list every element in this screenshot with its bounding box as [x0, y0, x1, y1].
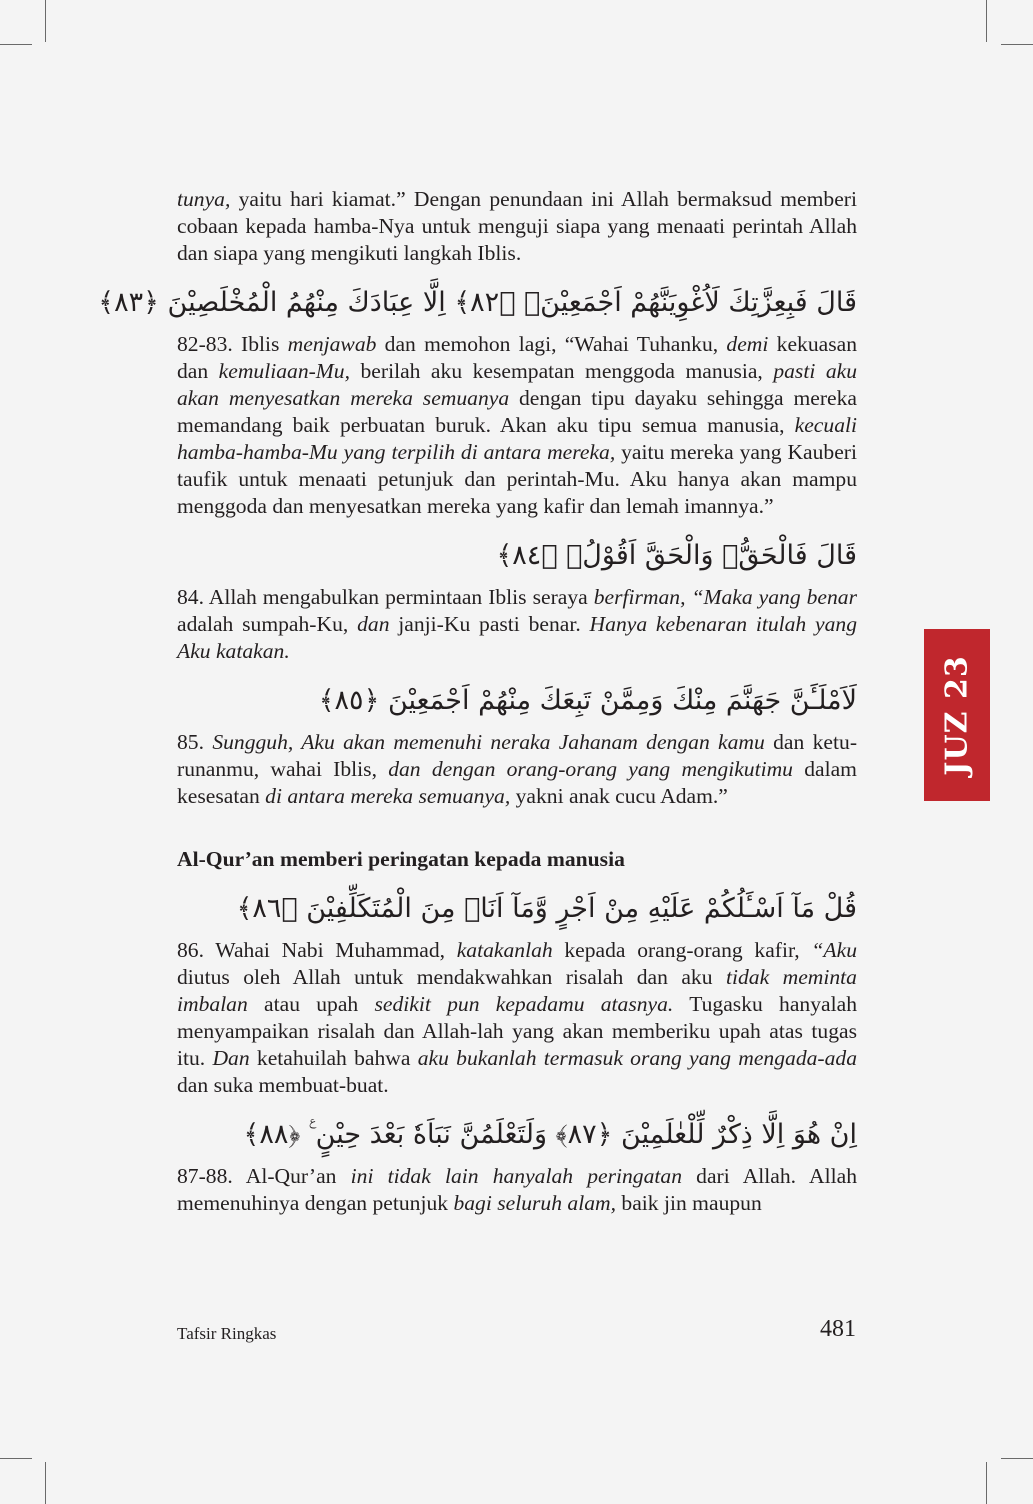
paragraph-tafsir-86	[177, 937, 857, 1099]
crop-mark-top-right-vertical	[986, 0, 987, 42]
text-run: dan memohon lagi, “Wahai Tuhanku,	[376, 332, 727, 356]
text-run: 87-88. Al-Qur’an	[177, 1164, 351, 1188]
page-body	[98, 186, 858, 1217]
text-run: 84. Allah mengabulkan permintaan Iblis seraya	[177, 585, 594, 609]
italic-text: di antara mereka semuanya,	[265, 784, 511, 808]
italic-text: Dan	[212, 1046, 250, 1070]
italic-text: bagi seluruh alam,	[453, 1191, 617, 1215]
text-run: Tugasku hanyalah menyampaikan risalah dan Allah-lah yang akan memberiku upah atas tugas itu.	[177, 992, 857, 1070]
italic-text: tunya,	[177, 187, 231, 211]
text-run: yaitu hari kiamat.” Dengan penundaan ini Allah bermaksud memberi cobaan kepada hamba-Nya untuk menguji siapa yang menaati perintah Allah dan siapa yang mengikuti langkah Iblis.	[177, 187, 857, 265]
text-run: dan suka membuat-buat.	[177, 1073, 389, 1097]
italic-text: Sungguh, Aku akan memenuhi neraka Jahanam dengan kamu	[212, 730, 765, 754]
arabic-verse-87-88: اِنْ هُوَ اِلَّا ذِكْرٌ لِّلْعٰلَمِيْنَ ﴿٨٧﴾ وَلَتَعْلَمُنَّ نَبَاَهٗ بَعْدَ حِيْنٍ ࣖ ﴿٨٨﴾	[243, 1119, 857, 1150]
text-run: ketahuilah bahwa	[249, 1046, 418, 1070]
italic-text: Hanya kebenaran itulah yang Aku katakan.	[177, 612, 857, 663]
text-run: dari Allah. Allah memenuhinya dengan petunjuk	[177, 1164, 858, 1215]
text-run: 86. Wahai Nabi Muhammad,	[177, 938, 457, 962]
italic-text: “Aku	[811, 938, 857, 962]
paragraph-continuation	[177, 186, 857, 267]
crop-mark-top-right-horizontal	[1001, 44, 1033, 45]
paragraph-tafsir-87-88	[177, 1163, 857, 1217]
crop-mark-bottom-left-horizontal	[0, 1458, 32, 1459]
arabic-verse-82-83: قَالَ فَبِعِزَّتِكَ لَاُغْوِيَنَّهُمْ اَجْمَعِيْنَۙ ﴿٨٢﴾ اِلَّا عِبَادَكَ مِنْهُمُ الْمُخْلَصِيْنَ ﴿٨٣﴾	[98, 287, 857, 318]
italic-text: kecuali hamba-hamba-Mu yang terpilih di antara mereka,	[177, 413, 857, 464]
text-run: dalam kesesatan	[177, 757, 857, 808]
crop-mark-bottom-right-vertical	[986, 1462, 987, 1504]
paragraph-tafsir-82-83	[177, 331, 857, 520]
italic-text: pasti aku akan menyesatkan mereka semuanya	[177, 359, 857, 410]
crop-mark-bottom-right-horizontal	[1001, 1458, 1033, 1459]
arabic-verse-86: قُلْ مَآ اَسْـَٔلُكُمْ عَلَيْهِ مِنْ اَجْرٍ وَّمَآ اَنَا۠ مِنَ الْمُتَكَلِّفِيْنَ ﴿٨٦﴾	[236, 893, 857, 924]
text-run: dan keturunanmu, wahai Iblis,	[177, 730, 858, 781]
crop-mark-top-left-horizontal	[0, 44, 32, 45]
italic-text: berfirman, “Maka yang benar	[593, 585, 857, 609]
footer-book-title: Tafsir Ringkas	[177, 1324, 277, 1343]
italic-text: menjawab	[287, 332, 377, 356]
italic-text: demi	[726, 332, 769, 356]
crop-mark-top-left-vertical	[45, 0, 46, 42]
text-run: baik jin maupun	[616, 1191, 762, 1215]
juz-label: JUZ 23	[939, 654, 975, 776]
text-run: kepada orang-orang kafir,	[552, 938, 812, 962]
text-run: diutus oleh Allah untuk mendakwahkan risalah dan aku	[177, 965, 726, 989]
text-run: adalah sumpah-Ku,	[177, 612, 358, 636]
text-run: 82-83. Iblis	[177, 332, 288, 356]
italic-text: aku bukanlah termasuk orang yang mengada-ada	[417, 1046, 857, 1070]
text-run: janji-Ku pasti benar.	[389, 612, 590, 636]
italic-text: dan	[357, 612, 390, 636]
text-run: atau upah	[247, 992, 375, 1016]
text-run: yaitu mereka yang Kauberi taufik untuk menaati petunjuk dan perintah-Mu. Aku hanya akan mampu menggoda dan menyesatkan mereka yang kafir dan lemah imannya.”	[177, 440, 857, 518]
crop-mark-bottom-left-vertical	[45, 1462, 46, 1504]
paragraph-tafsir-84	[177, 584, 857, 665]
text-run: yakni anak cucu Adam.”	[510, 784, 728, 808]
italic-text: katakanlah	[456, 938, 553, 962]
text-run: berilah aku kesempatan menggoda manusia,	[350, 359, 774, 383]
italic-text: dan dengan orang-orang yang mengikutimu	[388, 757, 793, 781]
arabic-verse-85: لَاَمْلَـَٔنَّ جَهَنَّمَ مِنْكَ وَمِمَّنْ تَبِعَكَ مِنْهُمْ اَجْمَعِيْنَ ﴿٨٥﴾	[318, 685, 857, 716]
text-run: dengan tipu dayaku sehingga mereka memandang baik perbuatan buruk. Akan aku tipu semua manusia,	[177, 386, 858, 437]
paragraph-tafsir-85	[177, 729, 857, 810]
section-heading: Al-Qur’an memberi peringatan kepada manusia	[177, 847, 625, 871]
text-run: 85.	[177, 730, 213, 754]
italic-text: tidak meminta imbalan	[177, 965, 857, 1016]
italic-text: sedikit pun kepadamu atasnya.	[374, 992, 674, 1016]
arabic-verse-84: قَالَ فَالْحَقُّۖ وَالْحَقَّ اَقُوْلُۚ ﴿٨٤﴾	[496, 540, 857, 571]
italic-text: kemuliaan-Mu,	[218, 359, 350, 383]
juz-side-tab	[924, 629, 990, 801]
text-run: kekuasan dan	[177, 332, 857, 383]
page-number: 481	[820, 1316, 856, 1342]
italic-text: ini tidak lain hanyalah peringatan	[350, 1164, 682, 1188]
